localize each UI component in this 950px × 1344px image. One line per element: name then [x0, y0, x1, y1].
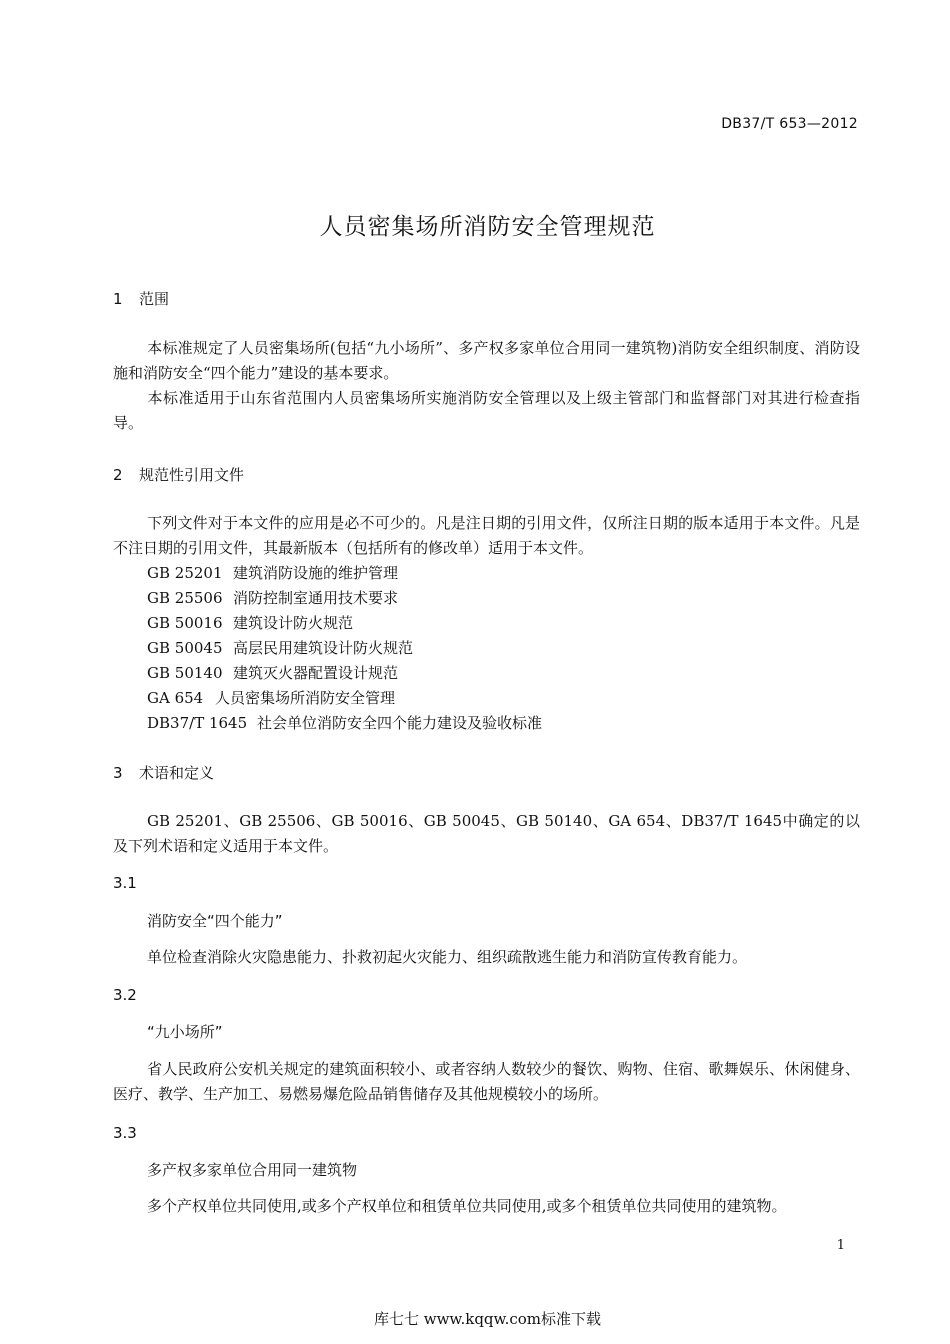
reference-item — [147, 711, 542, 736]
reference-item — [147, 686, 395, 711]
reference-code: GB 25506 — [147, 589, 223, 607]
reference-code: GB 50016 — [147, 614, 223, 632]
paragraph-text: 单位检查消除火灾隐患能力、扑救初起火灾能力、组织疏散逃生能力和消防宣传教育能力。 — [147, 948, 748, 966]
footer-watermark: 库七七 www.kqqw.com标准下载 — [373, 1310, 602, 1328]
reference-title: 消防控制室通用技术要求 — [233, 589, 399, 607]
reference-code: GA 654 — [147, 689, 204, 707]
reference-title: 高层民用建筑设计防火规范 — [233, 639, 414, 657]
paragraph-text: GB 25201、GB 25506、GB 50016、GB 50045、GB 50140、GA 654、DB37/T 1645中确定的以及下列术语和定义适用于本文件。 — [113, 812, 860, 855]
term-3-2-title: “九小场所” — [147, 1023, 223, 1041]
reference-title: 建筑消防设施的维护管理 — [233, 564, 399, 582]
section-number: 3 — [113, 764, 123, 782]
reference-item — [147, 611, 353, 636]
reference-title: 建筑灭火器配置设计规范 — [233, 664, 399, 682]
reference-code: GB 25201 — [147, 564, 223, 582]
page-number: 1 — [836, 1238, 845, 1253]
section-number: 1 — [113, 290, 123, 308]
document-title: 人员密集场所消防安全管理规范 — [319, 214, 656, 240]
section-title: 范围 — [139, 290, 170, 308]
section-1-heading — [113, 288, 169, 309]
term-3-1-title: 消防安全“四个能力” — [147, 912, 283, 930]
reference-item — [147, 586, 398, 611]
section-1-paragraph-2 — [113, 386, 860, 436]
section-title: 规范性引用文件 — [139, 466, 245, 484]
paragraph-text: 本标准规定了人员密集场所(包括“九小场所”、多产权多家单位合用同一建筑物)消防安全组织制度、消防设施和消防安全“四个能力”建设的基本要求。 — [113, 339, 860, 382]
term-3-2-definition — [113, 1057, 860, 1107]
term-3-3-number: 3.3 — [113, 1124, 137, 1142]
section-title: 术语和定义 — [139, 764, 215, 782]
term-3-3-definition — [113, 1194, 860, 1219]
reference-code: DB37/T 1645 — [147, 714, 248, 732]
paragraph-text: 本标准适用于山东省范围内人员密集场所实施消防安全管理以及上级主管部门和监督部门对其进行检查指导。 — [113, 389, 860, 432]
term-3-1-number: 3.1 — [113, 874, 137, 892]
term-3-3-title: 多产权多家单位合用同一建筑物 — [147, 1161, 358, 1179]
reference-title: 人员密集场所消防安全管理 — [215, 689, 396, 707]
section-3-heading — [113, 762, 214, 783]
section-number: 2 — [113, 466, 123, 484]
reference-item — [147, 636, 413, 661]
paragraph-text: 多个产权单位共同使用,或多个产权单位和租赁单位共同使用,或多个租赁单位共同使用的建筑物。 — [147, 1197, 787, 1215]
section-3-paragraph-1 — [113, 809, 860, 859]
standard-number: DB37/T 653—2012 — [721, 116, 858, 132]
reference-item — [147, 661, 398, 686]
reference-item — [147, 561, 398, 586]
term-3-2-number: 3.2 — [113, 986, 137, 1004]
term-3-1-definition — [113, 945, 860, 970]
paragraph-text: 下列文件对于本文件的应用是必不可少的。凡是注日期的引用文件，仅所注日期的版本适用于本文件。凡是不注日期的引用文件，其最新版本（包括所有的修改单）适用于本文件。 — [113, 514, 860, 557]
section-2-paragraph-1 — [113, 511, 860, 561]
paragraph-text: 省人民政府公安机关规定的建筑面积较小、或者容纳人数较少的餐饮、购物、住宿、歌舞娱乐、休闲健身、医疗、教学、生产加工、易燃易爆危险品销售储存及其他规模较小的场所。 — [113, 1060, 860, 1103]
reference-title: 建筑设计防火规范 — [233, 614, 354, 632]
reference-title: 社会单位消防安全四个能力建设及验收标准 — [257, 714, 543, 732]
section-2-heading — [113, 464, 244, 485]
section-1-paragraph-1 — [113, 336, 860, 386]
reference-code: GB 50140 — [147, 664, 223, 682]
reference-code: GB 50045 — [147, 639, 223, 657]
